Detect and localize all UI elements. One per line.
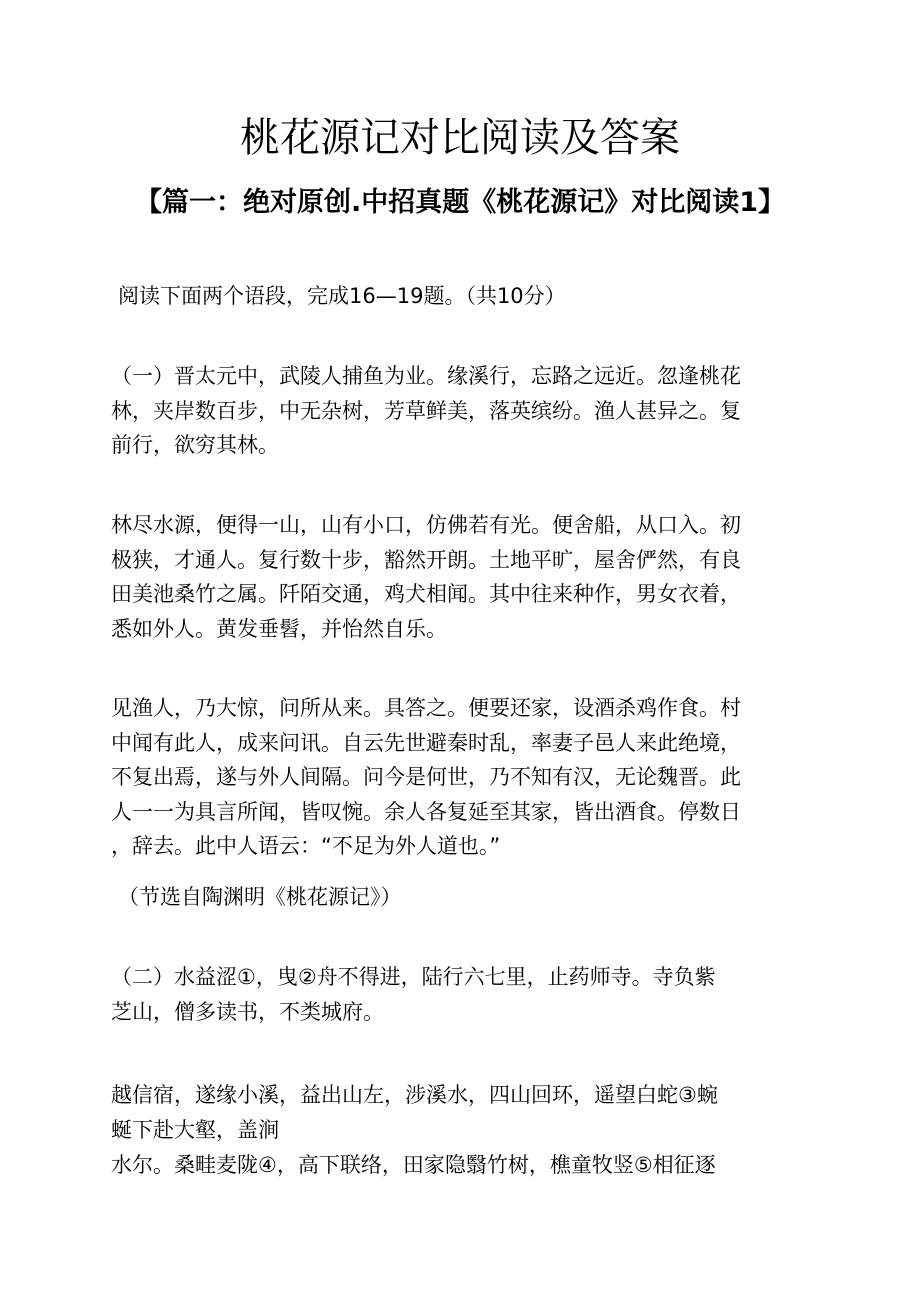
text-line: 林，夹岸数百步，中无杂树，芳草鲜美，落英缤纷。渔人甚异之。复 [111,398,741,423]
text-line: 水尔。桑畦麦陇④，高下联络，田家隐翳竹树，樵童牧竖⑤相征逐 [111,1153,716,1177]
passage1-paragraph-1 [111,359,811,463]
text-line: （一）晋太元中，武陵人捕鱼为业。缘溪行，忘路之远近。忽逢桃花 [111,364,741,388]
passage1-paragraph-2 [111,508,811,646]
instruction-text: 阅读下面两个语段，完成16—19题。（共10分） [118,284,566,308]
document-subtitle: 【篇一：绝对原创.中招真题《桃花源记》对比阅读1】 [134,187,786,218]
passage2-paragraph-2 [111,1078,811,1147]
text-line: 不复出焉，遂与外人间隔。问今是何世，乃不知有汉，无论魏晋。此 [111,765,741,789]
text-line: 芝山，僧多读书，不类城府。 [111,999,384,1024]
text-line: 田美池桑竹之属。阡陌交通，鸡犬相闻。其中往来种作，男女衣着， [111,582,741,606]
text-line: （二）水益涩①，曳②舟不得进，陆行六七里，止药师寺。寺负紫 [111,965,716,989]
text-line: ，辞去。此中人语云：“不足为外人道也。” [111,834,501,858]
text-line: 极狭，才通人。复行数十步，豁然开朗。土地平旷，屋舍俨然，有良 [111,547,741,572]
text-line: 悉如外人。黄发垂髫，并怡然自乐。 [111,616,447,641]
passage2-paragraph-1 [111,960,811,1029]
text-line: 见渔人，乃大惊，问所从来。具答之。便要还家，设酒杀鸡作食。村 [111,696,741,720]
text-line: 中闻有此人，成来问讯。自云先世避秦时乱，率妻子邑人来此绝境， [111,730,741,755]
text-line: 林尽水源，便得一山，山有小口，仿佛若有光。便舍船，从口入。初 [111,513,741,537]
text-line: 越信宿，遂缘小溪，益出山左，涉溪水，四山回环，遥望白蛇③蜿 [111,1083,718,1107]
text-line: 蜒下赴大壑，盖涧 [111,1117,279,1142]
passage2-paragraph-3 [111,1148,811,1183]
passage1-paragraph-3 [111,691,811,864]
text-line: 前行，欲穷其林。 [111,433,279,457]
document-title: 桃花源记对比阅读及答案 [240,115,680,161]
source-citation: （节选自陶渊明《桃花源记》） [118,885,402,909]
text-line: 人一一为具言所闻，皆叹惋。余人各复延至其家，皆出酒食。停数日 [111,799,741,824]
